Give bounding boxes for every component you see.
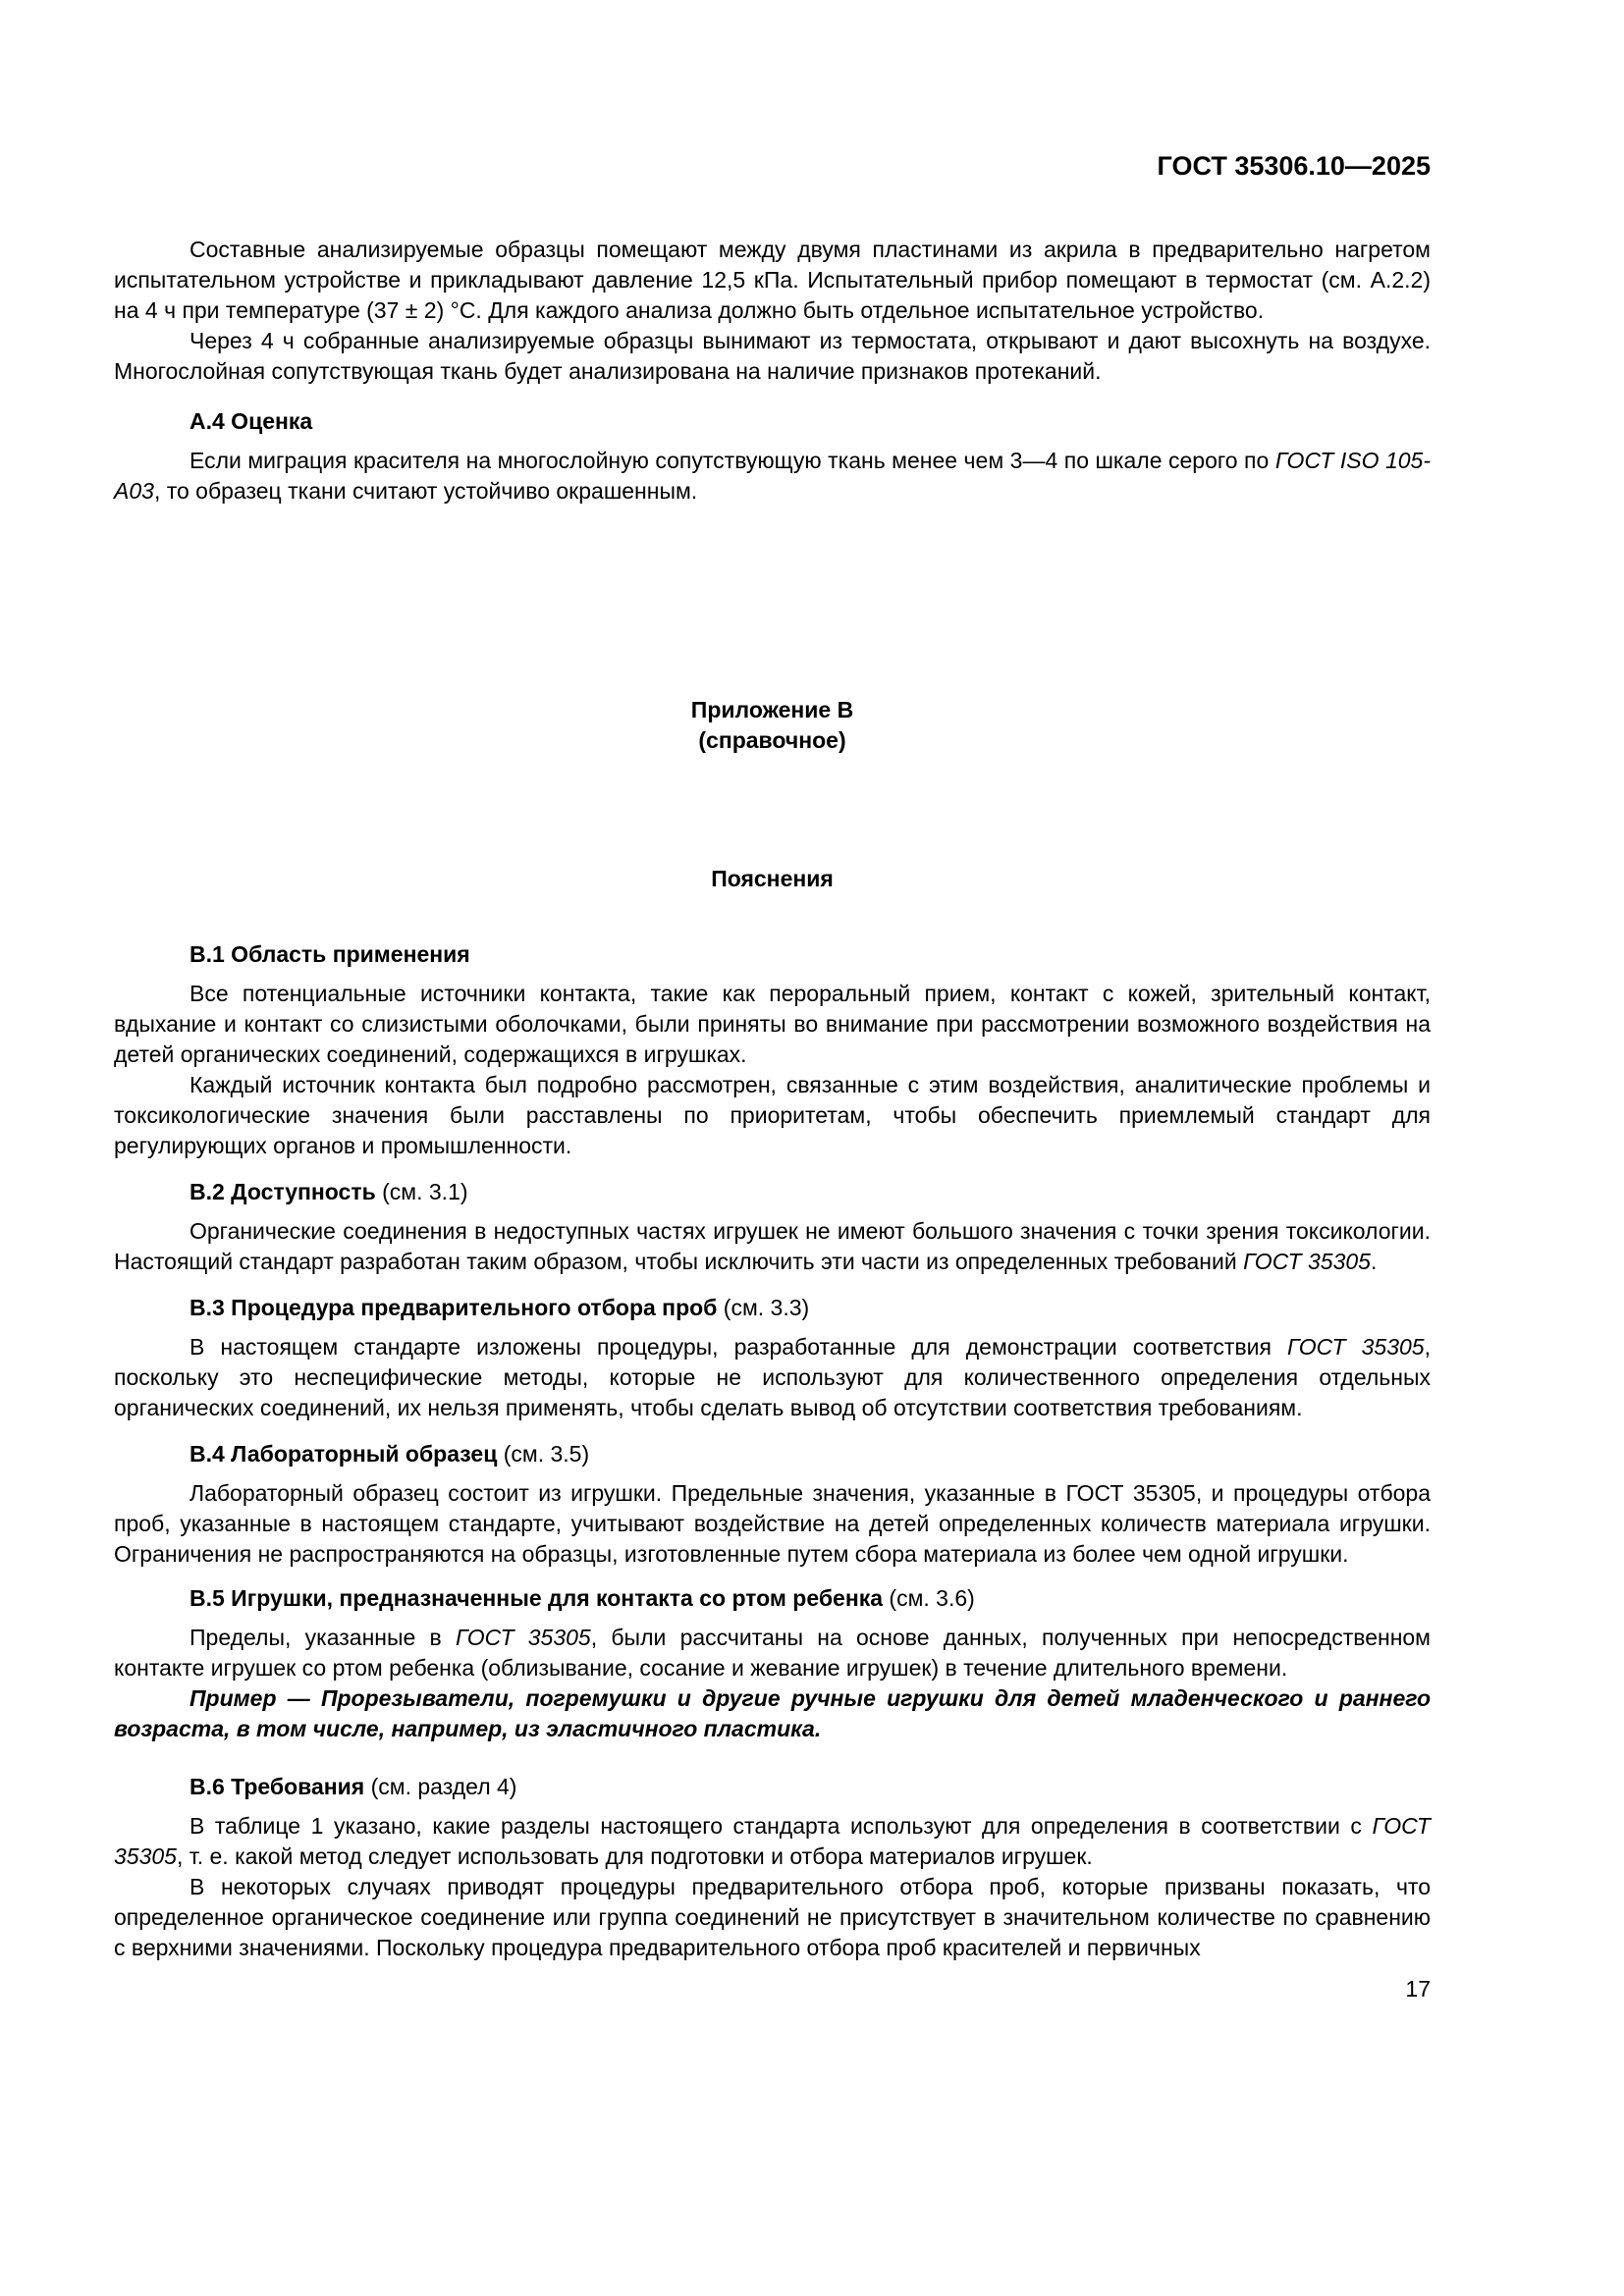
paragraph-b2-text-post: . xyxy=(1370,1249,1378,1274)
paragraph-b3-text-pre: В настоящем стандарте изложены процедуры, разработанные для демонстрации соответствия xyxy=(189,1334,1288,1360)
paragraph-a4-evaluation xyxy=(114,446,1431,507)
section-heading-a4: А.4 Оценка xyxy=(189,408,313,434)
standard-reference-35305-b6: ГОСТ 35305 xyxy=(114,1813,1431,1869)
standard-reference-35305-b3: ГОСТ 35305 xyxy=(1287,1334,1425,1360)
section-heading-b5-note: (см. 3.6) xyxy=(883,1585,975,1611)
section-heading-b4-title: В.4 Лабораторный образец xyxy=(189,1441,498,1467)
page-number: 17 xyxy=(1405,1976,1431,2002)
doc-header-designation: ГОСТ 35306.10—2025 xyxy=(1157,151,1431,181)
paragraph-b6-table-reference xyxy=(114,1811,1431,1872)
paragraph-b5-mouth-contact xyxy=(114,1623,1431,1683)
paragraph-a-pressure-test: Составные анализируемые образцы помещают между двумя пластинами из акрила в предварительно нагретом испытательном устройстве и прикладывают давление 12,5 кПа. Испытательный прибор помещают в термостат (см. А.2.2) на 4 ч при температуре (37 ± 2) °С. Для каждого анализа должно быть отдельное испытательное устройство. xyxy=(114,237,1431,323)
paragraph-a-after-4h: Через 4 ч собранные анализируемые образцы вынимают из термостата, открывают и дают высохнуть на воздухе. Многослойная сопутствующая ткань будет анализирована на наличие признаков протеканий. xyxy=(114,328,1431,384)
annex-title: Приложение В xyxy=(690,697,854,722)
standard-reference-35305-b5: ГОСТ 35305 xyxy=(456,1625,591,1650)
paragraph-b6-text-post: , т. е. какой метод следует использовать для подготовки и отбора материалов игрушек. xyxy=(176,1843,1093,1869)
standard-reference-35305-b2: ГОСТ 35305 xyxy=(1243,1249,1371,1274)
paragraph-b2-text-pre: Органические соединения в недоступных частях игрушек не имеют большого значения с точки зрения токсикологии. Настоящий стандарт разработан таким образом, чтобы исключить эти части из определенных требований xyxy=(114,1218,1431,1274)
paragraph-b3-text-post: , поскольку это неспецифические методы, которые не используют для количественного определения отдельных органических соединений, их нельзя применять, чтобы сделать вывод об отсутствии соответствия требованиям. xyxy=(114,1334,1431,1420)
standard-reference-iso-105: ГОСТ ISO 105-А03 xyxy=(114,448,1432,504)
section-heading-b6 xyxy=(114,1772,1431,1802)
section-heading-b4-note: (см. 3.5) xyxy=(497,1441,590,1467)
paragraph-a4-text-post: , то образец ткани считают устойчиво окрашенным. xyxy=(153,478,698,504)
paragraph-b6-text-pre: В таблице 1 указано, какие разделы настоящего стандарта используют для определения в соответствии с xyxy=(189,1813,1373,1839)
annex-subtitle: (справочное) xyxy=(698,727,846,753)
paragraph-b4-lab-sample: Лабораторный образец состоит из игрушки. Предельные значения, указанные в ГОСТ 35305, и процедуры отбора проб, указанные в настоящем стандарте, учитывают воздействие на детей определенных количеств материала игрушки. Ограничения не распространяются на образцы, изготовленные путем сбора материала из более чем одной игрушки. xyxy=(114,1480,1431,1567)
section-heading-b3-note: (см. 3.3) xyxy=(717,1295,810,1320)
section-heading-b4 xyxy=(114,1439,1431,1469)
section-heading-b2 xyxy=(114,1177,1431,1207)
document-content xyxy=(114,0,1431,2004)
section-heading-b3-title: В.3 Процедура предварительного отбора проб xyxy=(189,1295,718,1320)
section-heading-b6-note: (см. раздел 4) xyxy=(364,1774,517,1799)
section-heading-b5 xyxy=(114,1583,1431,1614)
section-heading-b2-note: (см. 3.1) xyxy=(375,1179,468,1204)
paragraph-b5-example: Пример — Прорезыватели, погремушки и другие ручные игрушки для детей младенческого и раннего возраста, в том числе, например, из эластичного пластика. xyxy=(114,1685,1431,1741)
paragraph-b5-text-post: , были рассчитаны на основе данных, полученных при непосредственном контакте игрушек со ртом ребенка (облизывание, сосание и жевание игрушек) в течение длительного времени. xyxy=(114,1625,1431,1681)
paragraph-b5-text-pre: Пределы, указанные в xyxy=(189,1625,456,1650)
section-heading-b2-title: В.2 Доступность xyxy=(189,1179,376,1204)
section-heading-b6-title: В.6 Требования xyxy=(189,1774,365,1799)
paragraph-b3-screening xyxy=(114,1332,1431,1423)
paragraph-a4-text-pre: Если миграция красителя на многослойную сопутствующую ткань менее чем 3—4 по шкале серого по xyxy=(189,448,1275,473)
section-heading-b1: В.1 Область применения xyxy=(189,941,470,967)
paragraph-b6-screening-cases: В некоторых случаях приводят процедуры предварительного отбора проб, которые призваны показать, что определенное органическое соединение или группа соединений не присутствует в значительном количестве по сравнению с верхними значениями. Поскольку процедура предварительного отбора проб красителей и первичных xyxy=(114,1874,1431,1960)
paragraph-b2-accessibility xyxy=(114,1216,1431,1277)
paragraph-b1-sources: Все потенциальные источники контакта, такие как пероральный прием, контакт с кожей, зрительный контакт, вдыхание и контакт со слизистыми оболочками, были приняты во внимание при рассмотрении возможного воздействия на детей органических соединений, содержащихся в игрушках. xyxy=(114,981,1431,1067)
section-heading-b3 xyxy=(114,1293,1431,1323)
paragraph-b1-priorities: Каждый источник контакта был подробно рассмотрен, связанные с этим воздействия, аналитические проблемы и токсикологические значения были расставлены по приоритетам, чтобы обеспечить приемлемый стандарт для регулирующих органов и промышленности. xyxy=(114,1072,1431,1158)
annex-caption: Пояснения xyxy=(711,866,834,891)
section-heading-b5-title: В.5 Игрушки, предназначенные для контакта со ртом ребенка xyxy=(189,1585,884,1611)
